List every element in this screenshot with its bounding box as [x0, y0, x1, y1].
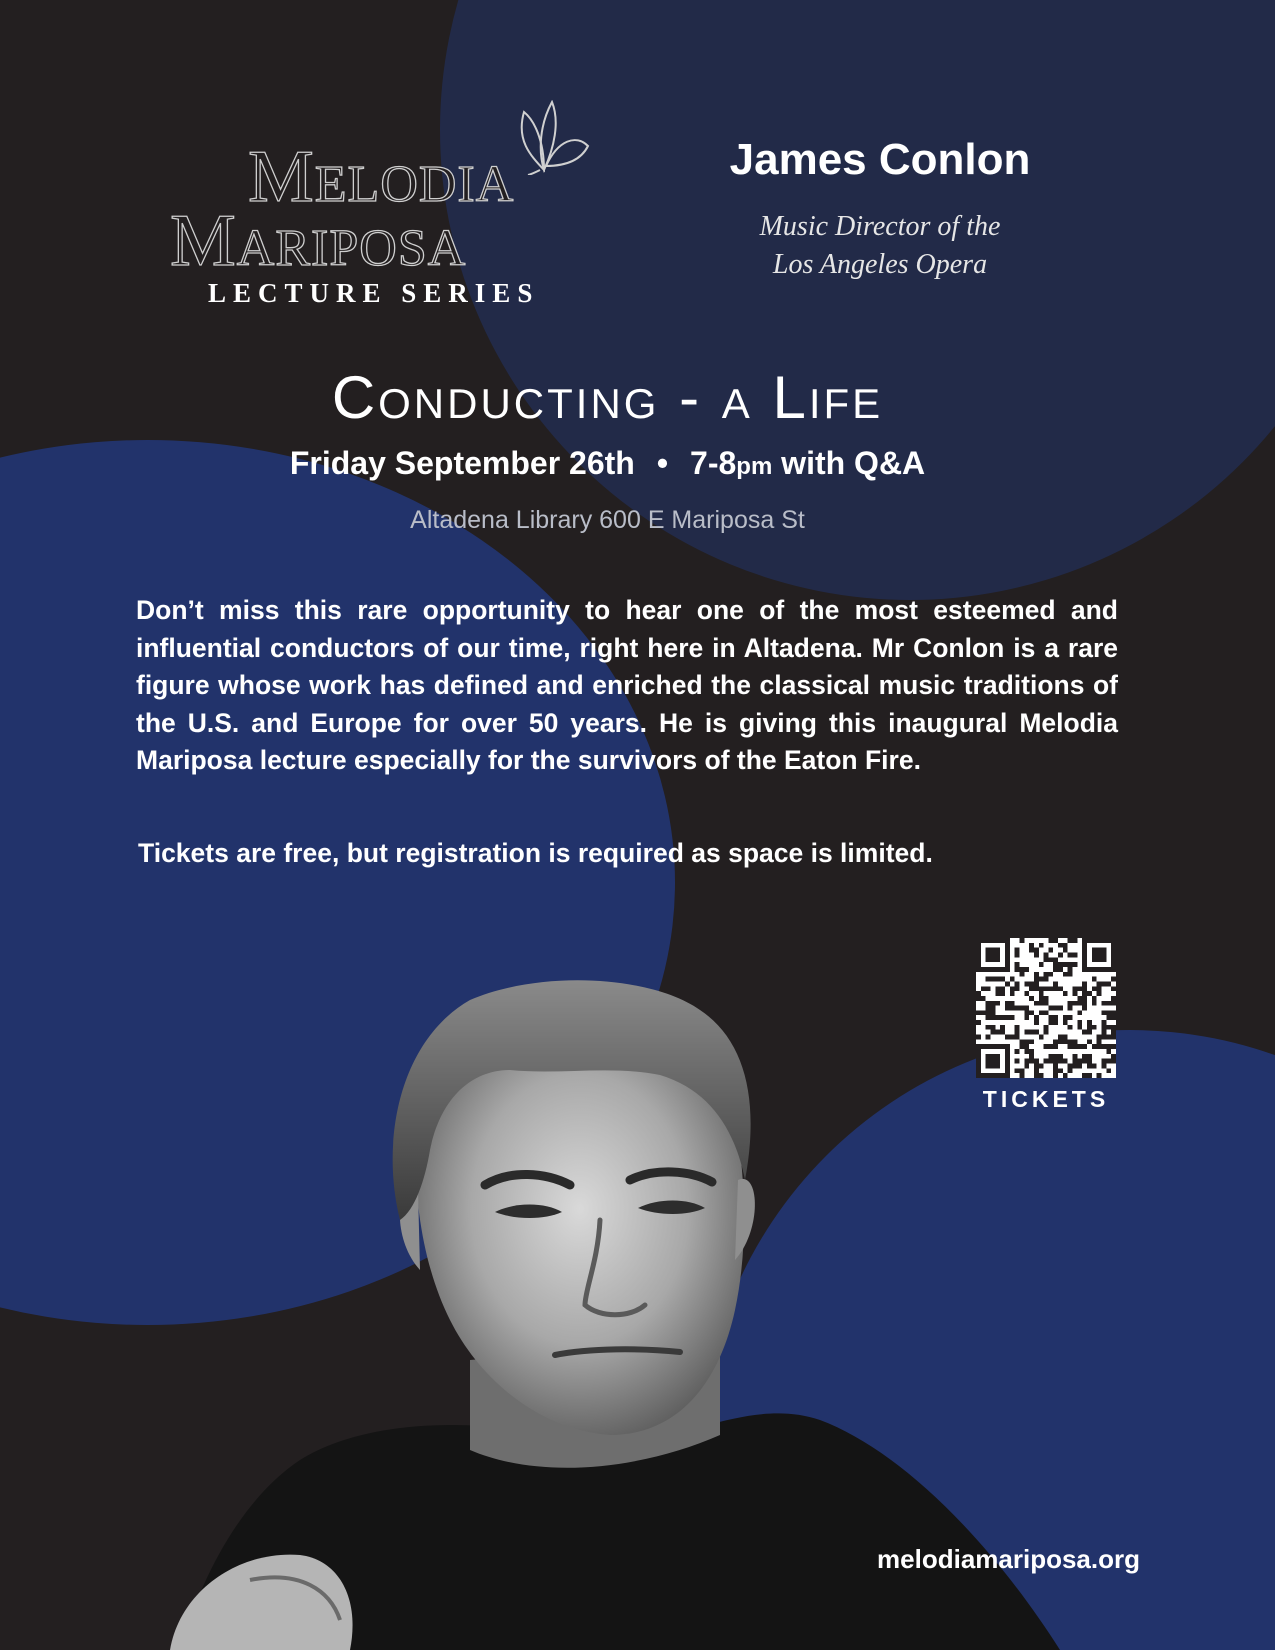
logo-word-mariposa: Mariposa	[170, 200, 467, 282]
tickets-note: Tickets are free, but registration is required as space is limited.	[138, 838, 933, 868]
event-description: Don’t miss this rare opportunity to hear one of the most esteemed and influential conductors of our time, right here in Altadena. Mr Conlon is a rare figure whose work has defined and enriched the classical music traditions of the U.S. and Europe for over 50 years. He is giving this inaugural Melodia Mariposa lecture especially for the survivors of the Eaton Fire.	[136, 595, 1118, 775]
logo-word-melodia: Melodia	[248, 136, 515, 218]
website-link[interactable]: melodiamariposa.org	[877, 1544, 1140, 1574]
event-date-time	[0, 447, 1215, 479]
speaker-title	[660, 208, 1100, 284]
butterfly-icon	[510, 100, 590, 175]
tickets-label: TICKETS	[982, 1086, 1110, 1112]
logo-lecture-series: LECTURE SERIES	[208, 278, 540, 308]
speaker-title-line1: Music Director of the	[759, 211, 1001, 242]
event-location: Altadena Library 600 E Mariposa St	[410, 506, 805, 534]
event-time-suffix: pm	[736, 453, 773, 480]
event-day: Friday September 26th	[289, 445, 635, 481]
speaker-title-line2: Los Angeles Opera	[772, 249, 988, 280]
speaker-name: James Conlon	[729, 135, 1031, 184]
melodia-mariposa-logo	[170, 100, 590, 315]
event-time-prefix: 7-8	[690, 445, 737, 481]
bullet-separator: •	[656, 445, 669, 481]
event-time-rest: with Q&A	[772, 445, 926, 481]
event-title: Conducting - a Life	[331, 364, 884, 431]
